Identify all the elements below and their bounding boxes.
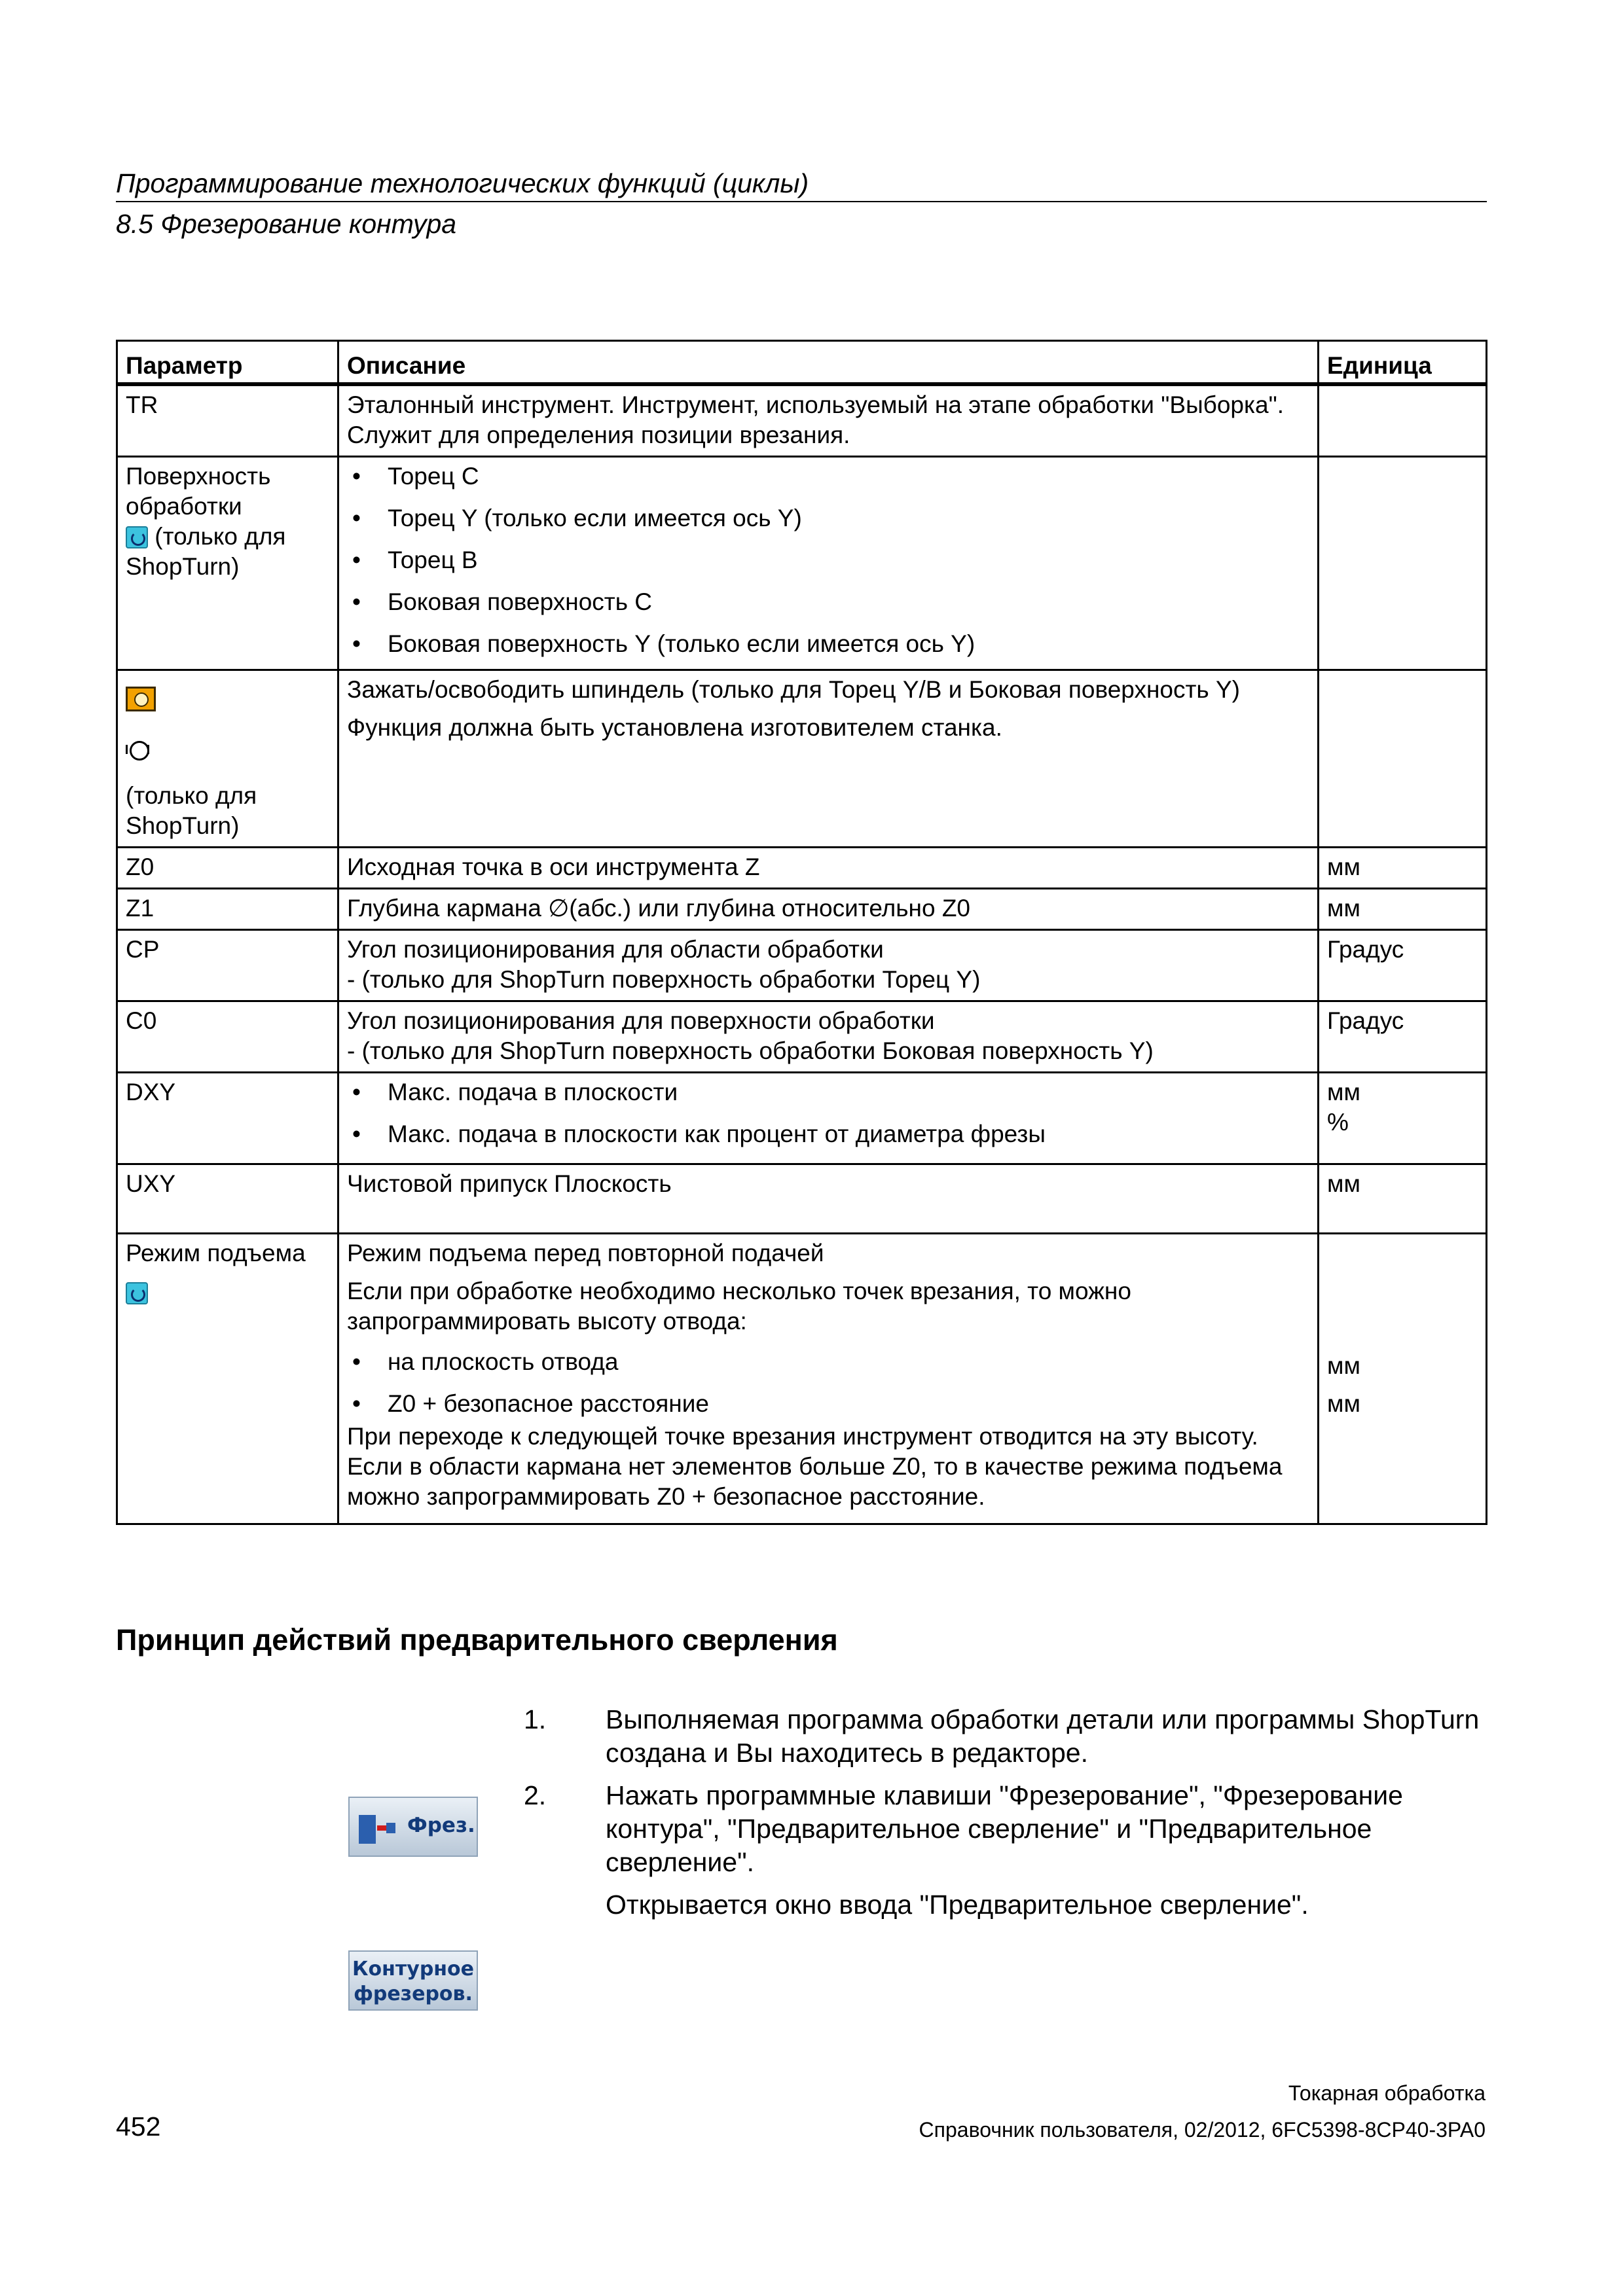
step-text: Выполняемая программа обработки детали или программы ShopTurn создана и Вы находитесь в редакторе.: [606, 1704, 1480, 1768]
unit-cell: мм: [1319, 1164, 1487, 1234]
desc-text: Функция должна быть установлена изготовителем станка.: [347, 714, 1002, 741]
desc-cell: Чистовой припуск Плоскость: [338, 1164, 1319, 1234]
desc-text: Зажать/освободить шпиндель (только для Торец Y/B и Боковая поверхность Y): [347, 676, 1240, 703]
header-rule: [116, 201, 1487, 202]
param-cell: DXY: [117, 1073, 338, 1164]
feed-options-list: [347, 1077, 1309, 1149]
step-text: Нажать программные клавиши "Фрезерование", "Фрезерование контура", "Предварительное сверление" и "Предварительное сверление".: [606, 1780, 1403, 1877]
softkey-label: Фрез.: [407, 1814, 475, 1837]
unit-cell: [1319, 670, 1487, 848]
list-item: [524, 1779, 1486, 1879]
header-unit: Единица: [1319, 341, 1487, 385]
unit-text: мм: [1327, 1079, 1360, 1105]
param-label: Поверхность обработки: [126, 463, 271, 520]
shopturn-icon: [126, 526, 148, 548]
param-cell: [117, 457, 338, 670]
table-row: [117, 1164, 1487, 1234]
list-item: • Торец C: [347, 461, 1309, 492]
footer-manual-info: Справочник пользователя, 02/2012, 6FC5398-8CP40-3PA0: [919, 2118, 1486, 2142]
list-item: • Боковая поверхность Y (только если имеется ось Y): [347, 629, 1309, 659]
param-label: Режим подъема: [126, 1240, 306, 1266]
param-note: (только для ShopTurn): [126, 782, 257, 839]
desc-cell: Эталонный инструмент. Инструмент, используемый на этапе обработки "Выборка". Служит для определения позиции врезания.: [338, 384, 1319, 457]
desc-text: Угол позиционирования для области обработки: [347, 936, 884, 963]
desc-cell: [338, 1001, 1319, 1073]
desc-text: - (только для ShopTurn поверхность обработки Боковая поверхность Y): [347, 1037, 1154, 1064]
unit-cell: [1319, 1234, 1487, 1524]
desc-text: - (только для ShopTurn поверхность обработки Торец Y): [347, 966, 981, 993]
procedure-steps: [524, 1703, 1486, 1922]
param-cell: C0: [117, 1001, 338, 1073]
param-cell: UXY: [117, 1164, 338, 1234]
table-row: [117, 1073, 1487, 1164]
desc-cell: Глубина кармана ∅(абс.) или глубина относительно Z0: [338, 889, 1319, 930]
unit-text: %: [1327, 1109, 1349, 1136]
table-header-row: [117, 341, 1487, 385]
step-number: 2.: [524, 1780, 547, 1810]
surface-options-list: [347, 461, 1309, 659]
list-item: • Z0 + безопасное расстояние: [347, 1389, 1309, 1419]
desc-text: Угол позиционирования для поверхности обработки: [347, 1007, 935, 1034]
mill-softkey-icon: [359, 1815, 398, 1844]
section-title-header: 8.5 Фрезерование контура: [116, 209, 457, 239]
header-param: Параметр: [117, 341, 338, 385]
spindle-clamp-icon: [126, 687, 156, 711]
list-item: [524, 1703, 1486, 1770]
table-row: [117, 1234, 1487, 1524]
table-row: [117, 457, 1487, 670]
unit-cell: Градус: [1319, 1001, 1487, 1073]
param-cell: [117, 670, 338, 848]
unit-text: мм: [1327, 1390, 1360, 1417]
desc-text: Режим подъема перед повторной подачей: [347, 1240, 824, 1266]
desc-cell: [338, 670, 1319, 848]
list-item: • на плоскость отвода: [347, 1347, 1309, 1377]
unit-text: мм: [1327, 1352, 1360, 1379]
param-cell: [117, 1234, 338, 1524]
table-row: [117, 1001, 1487, 1073]
desc-text: При переходе к следующей точке врезания инструмент отводится на эту высоту. Если в области кармана нет элементов больше Z0, то в качестве режима подъема можно запрограммировать Z0 + безопасное расстояние.: [347, 1423, 1283, 1510]
chapter-title: Программирование технологических функций (циклы): [116, 168, 809, 198]
desc-cell: [338, 1234, 1319, 1524]
desc-cell: [338, 1073, 1319, 1164]
spindle-unclamp-icon: [126, 738, 152, 763]
step-result: Открывается окно ввода "Предварительное сверление".: [606, 1890, 1309, 1920]
param-cell: Z1: [117, 889, 338, 930]
list-item: • Торец Y (только если имеется ось Y): [347, 503, 1309, 533]
list-item: • Боковая поверхность C: [347, 587, 1309, 617]
list-item: • Макс. подача в плоскости: [347, 1077, 1309, 1107]
softkey-label: фрезеров.: [354, 1982, 473, 2005]
desc-text: Если при обработке необходимо несколько точек врезания, то можно запрограммировать высоту отвода:: [347, 1278, 1131, 1335]
param-note: (только для ShopTurn): [126, 523, 286, 580]
footer-book-title: Токарная обработка: [1288, 2081, 1486, 2105]
table-row: [117, 384, 1487, 457]
param-cell: CP: [117, 930, 338, 1001]
unit-cell: [1319, 457, 1487, 670]
mill-softkey[interactable]: [348, 1797, 478, 1857]
unit-cell: мм: [1319, 889, 1487, 930]
unit-cell: мм: [1319, 848, 1487, 889]
table-row: [117, 670, 1487, 848]
table-row: [117, 848, 1487, 889]
list-item: • Макс. подача в плоскости как процент от диаметра фрезы: [347, 1119, 1309, 1149]
shopturn-icon: [126, 1282, 148, 1304]
page-number: 452: [116, 2111, 161, 2142]
table-row: [117, 930, 1487, 1001]
softkey-label: Контурное: [352, 1958, 474, 1981]
section-heading: Принцип действий предварительного сверления: [116, 1623, 838, 1657]
unit-cell: [1319, 384, 1487, 457]
unit-cell: Градус: [1319, 930, 1487, 1001]
retract-options-list: [347, 1347, 1309, 1419]
desc-cell: [338, 457, 1319, 670]
desc-cell: Исходная точка в оси инструмента Z: [338, 848, 1319, 889]
parameter-table: [116, 340, 1487, 1525]
param-cell: TR: [117, 384, 338, 457]
desc-cell: [338, 930, 1319, 1001]
param-cell: Z0: [117, 848, 338, 889]
header-description: Описание: [338, 341, 1319, 385]
list-item: • Торец B: [347, 545, 1309, 575]
contour-mill-softkey[interactable]: [348, 1950, 478, 2011]
step-number: 1.: [524, 1704, 547, 1734]
unit-cell: [1319, 1073, 1487, 1164]
table-row: [117, 889, 1487, 930]
